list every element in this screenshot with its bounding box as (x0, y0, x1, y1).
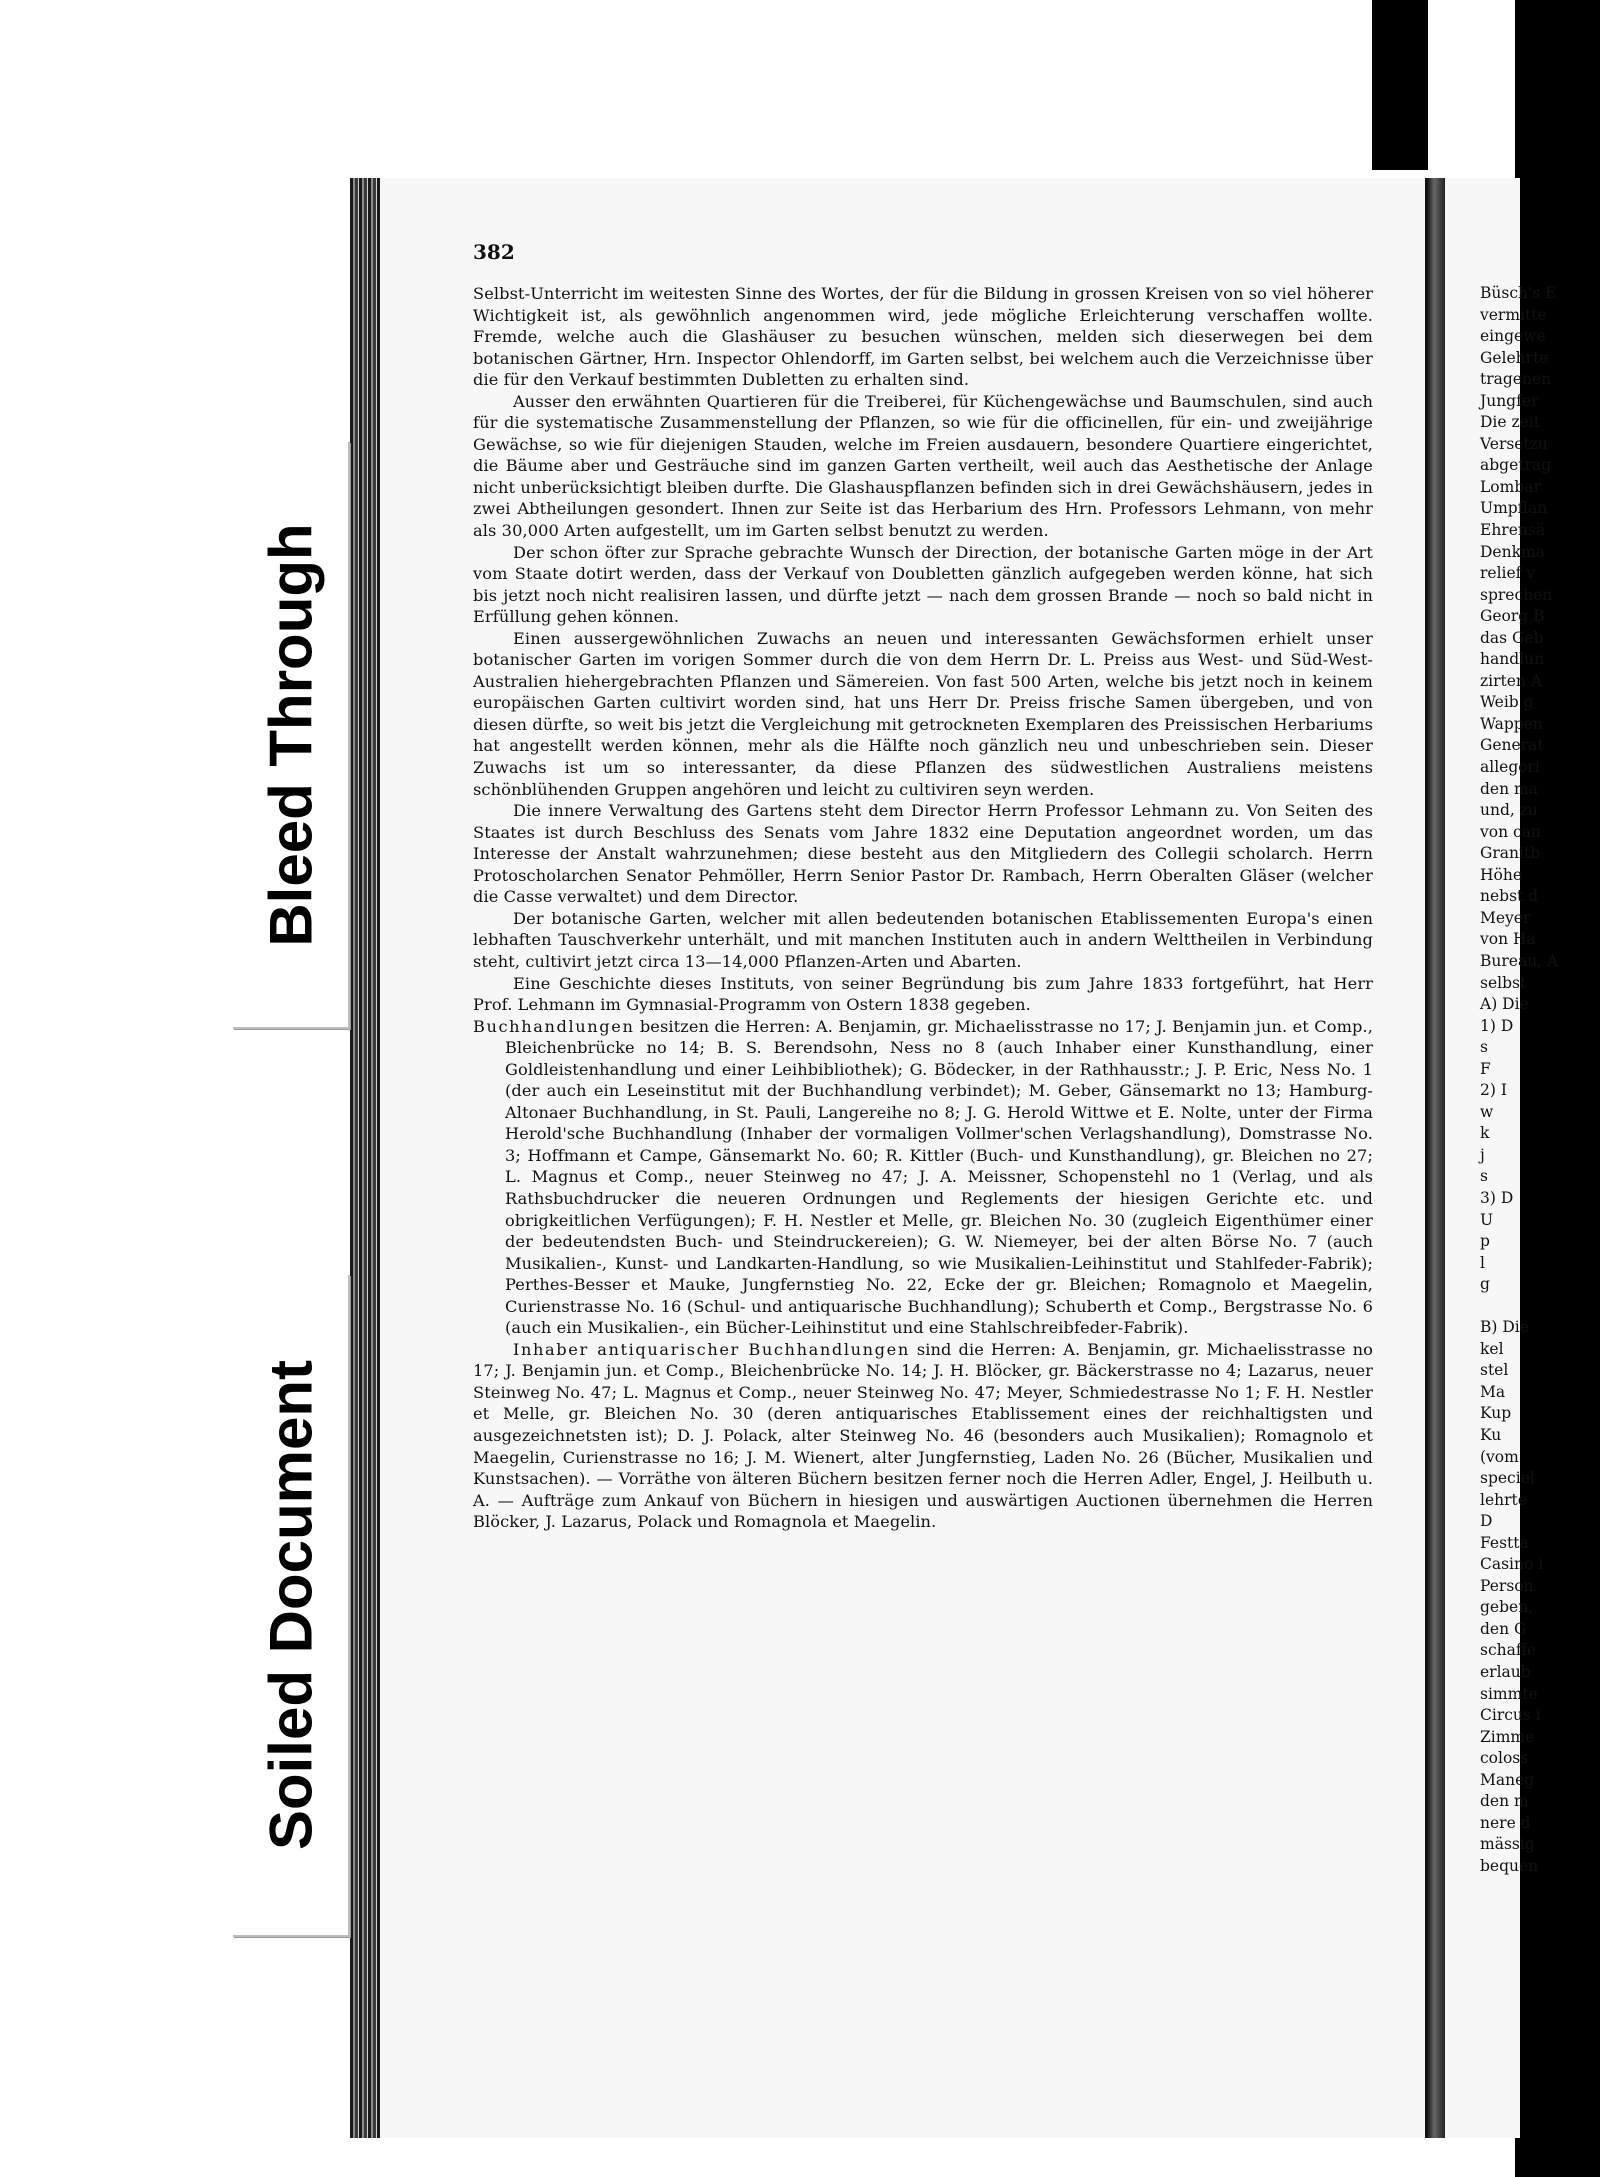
facing-page-line: Denkma (1480, 542, 1545, 561)
facing-page-line: Höhe (1480, 865, 1523, 884)
facing-page-line: Umpflan (1480, 499, 1548, 518)
paragraph: Eine Geschichte dieses Instituts, von seiner Begründung bis zum Jahre 1833 fortgeführt, hat Herr Prof. Lehmann im Gymnasial-Programm von Ostern 1838 gegeben. (473, 973, 1373, 1015)
facing-page-line: Wappen (1480, 714, 1543, 733)
paragraph: Der botanische Garten, welcher mit allen bedeutenden botanischen Etablissementen Europa's einen lebhaften Tauschverkehr unterhält, und mit manchen Instituten auch in andern Welttheilen in Verbindung steht, cultivirt jetzt circa 13—14,000 Pflanzen-Arten und Abarten. (473, 908, 1373, 971)
facing-page-line: Gelehrte (1480, 348, 1549, 367)
facing-page-line: Casino i (1480, 1555, 1544, 1574)
paragraph: Die innere Verwaltung des Gartens steht dem Director Herrn Professor Lehmann zu. Von Seiten des Staates ist durch Beschluss des Senats vom Jahre 1832 eine Deputation angeordnet worden, um das Interesse der Anstalt wahrzunehmen; diese besteht aus den Mitgliedern des Collegii scholarch. Herrn Protoscholarchen Senator Pehmöller, Herrn Senior Pastor Dr. Rambach, Herrn Oberalten Gläser (welcher die Casse verwaltet) und dem Director. (473, 801, 1373, 907)
facing-page-line: eingewe (1480, 327, 1546, 346)
facing-page-line: Meyer (1480, 908, 1531, 927)
facing-page-line: Person (1480, 1576, 1534, 1595)
facing-page-line: Ku (1480, 1425, 1502, 1444)
facing-page-line: coloss (1480, 1749, 1529, 1768)
facing-page-line: abgetrag (1480, 456, 1552, 475)
book-spine-edge (350, 178, 382, 2138)
facing-page-line: zirten A (1480, 671, 1543, 690)
page-text (473, 283, 1373, 2043)
facing-page-line: Festta (1480, 1533, 1529, 1552)
facing-page-line: l (1480, 1253, 1485, 1272)
facing-page-line: s (1480, 1167, 1488, 1186)
paragraph: Einen aussergewöhnlichen Zuwachs an neuen und interessanten Gewächsformen erhielt unser botanischer Garten im vorigen Sommer durch die von dem Herrn Dr. L. Preiss aus West- und Süd-West-Australien hiehergebrachten Pflanzen und Sämereien. Von fast 500 Arten, welche bis jetzt noch in keinem europäischen Garten cultivirt worden sind, hat uns Herr Dr. Preiss frische Samen übergeben, und von diesen dürfte, so weit bis jetzt die Vergleichung mit getrockneten Exemplaren des Preissischen Herbariums hat angestellt werden können, mehr als die Hälfte noch gänzlich neu und unbeschrieben sein. Dieser Zuwachs ist um so interessanter, da diese Pflanzen des südwestlichen Australiens meistens schönblühenden Gruppen angehören und leicht zu cultiviren seyn werden. (473, 628, 1373, 799)
facing-page-line: 2) I (1480, 1081, 1507, 1100)
facing-page-line: simmte (1480, 1684, 1538, 1703)
facing-page-line: Generat (1480, 736, 1544, 755)
facing-page-line: nebst d (1480, 887, 1539, 906)
entry-antiquarisch (473, 1339, 1373, 1533)
facing-page-line: Circus i (1480, 1706, 1541, 1725)
facing-page-line: Zimme (1480, 1727, 1535, 1746)
facing-page-line: w (1480, 1102, 1494, 1121)
facing-page-line: s (1480, 1038, 1488, 1057)
facing-page-line: lehrte (1480, 1490, 1527, 1509)
paragraph: Der schon öfter zur Sprache gebrachte Wunsch der Direction, der botanische Garten möge in der Art vom Staate dotirt werden, dass der Verkauf von Doubletten gänzlich aufgegeben werden könne, hat sich bis jetzt noch nicht realisiren lassen, und dürfte jetzt — nach dem grossen Brande — noch so bald nicht in Erfüllung gehen können. (473, 542, 1373, 627)
facing-page-line: U (1480, 1210, 1494, 1229)
facing-page-line: kel (1480, 1339, 1504, 1358)
facing-page-line: stel (1480, 1361, 1509, 1380)
facing-page-line: A) Die (1480, 995, 1529, 1014)
facing-page-line: von Ha (1480, 930, 1536, 949)
facing-page-line: Ma (1480, 1382, 1506, 1401)
facing-page-line: allegori (1480, 758, 1540, 777)
facing-page-line: erlaub (1480, 1663, 1531, 1681)
soiled-document-label-card (233, 1275, 350, 1937)
facing-page-line: handlun (1480, 650, 1545, 669)
paragraph: Ausser den erwähnten Quartieren für die Treiberei, für Küchengewächse und Baumschulen, sind auch für die systematische Zusammenstellung der Pflanzen, so wie für die officinellen, für ein- und zweijährige Gewächse, so wie für diejenigen Stauden, welche im Freien ausdauern, besondere Quartiere eingerichtet, die Bäume aber und Gesträuche sind im ganzen Garten vertheilt, weil auch das Aesthetische der Anlage nicht unberücksichtigt bleiben durfte. Die Glashauspflanzen befinden sich in drei Gewächshäusern, jedes in zwei Abtheilungen gesondert. Ihnen zur Seite ist das Herbarium des Hrn. Professors Lehmann, von mehr als 30,000 Arten aufgestellt, um im Garten selbst benutzt zu werden. (473, 391, 1373, 541)
facing-page-line: Kup (1480, 1404, 1512, 1423)
facing-page-line: F (1480, 1059, 1491, 1078)
facing-page-line: tragenen (1480, 370, 1552, 389)
facing-page-line: k (1480, 1124, 1490, 1143)
scanner-black-bar-top (1372, 0, 1428, 170)
facing-page-line: das Geb (1480, 628, 1544, 647)
facing-page-line: relief v (1480, 564, 1536, 583)
facing-page-line: 3) D (1480, 1188, 1514, 1207)
bleed-through-label-card (233, 442, 350, 1029)
facing-page-line: selbst (1480, 973, 1527, 992)
soiled-document-label: Soiled Document (257, 1359, 324, 1851)
facing-page-line: mässig (1480, 1835, 1535, 1854)
facing-page-line: den ma (1480, 779, 1538, 798)
facing-page-line: von can (1480, 822, 1541, 841)
facing-page-line: g (1480, 1275, 1490, 1294)
facing-page-line: Granitb (1480, 844, 1541, 863)
facing-page-line: bequen (1480, 1856, 1539, 1875)
facing-page-line: schaffe (1480, 1641, 1537, 1660)
entry-buchhandlungen (473, 1016, 1373, 1339)
entry-heading: Buchhandlungen (473, 1016, 635, 1036)
page-number: 382 (473, 240, 515, 264)
facing-page-line: B) Die (1480, 1318, 1529, 1337)
facing-page-line: Versetzu (1480, 434, 1548, 453)
paragraph: Selbst-Unterricht im weitesten Sinne des Wortes, der für die Bildung in grossen Kreisen von so viel höherer Wichtigkeit ist, als gewöhnlich angenommen wird, jede mögliche Erleichterung verschaffen wollte. Fremde, welche auch die Glashäuser zu besuchen wünschen, melden sich dieserwegen bei dem botanischen Gärtner, Hrn. Inspector Ohlendorff, im Garten selbst, bei welchem auch die Verzeichnisse über die für den Verkauf bestimmten Dubletten zu erhalten sind. (473, 284, 1373, 390)
entry-heading: Inhaber antiquarischer Buchhandlungen (513, 1339, 910, 1359)
facing-page-line: 1) D (1480, 1016, 1514, 1035)
facing-page-line: sprechen (1480, 585, 1553, 604)
facing-page-line: speciel (1480, 1469, 1535, 1488)
facing-page-line: Georg B (1480, 607, 1545, 626)
facing-page-line: Maneg (1480, 1770, 1535, 1789)
facing-page-line: Bureau, A (1480, 951, 1559, 970)
facing-page-line: j (1480, 1145, 1485, 1164)
facing-page-line: (vom (1480, 1447, 1519, 1466)
facing-page-line: Ehrensä (1480, 521, 1546, 540)
facing-page-line: und, zu (1480, 801, 1538, 820)
facing-page-line: Weib g (1480, 693, 1534, 712)
facing-page-line: den G (1480, 1619, 1527, 1638)
facing-page-line: nere d (1480, 1813, 1531, 1832)
facing-page-line: Die zeit (1480, 413, 1541, 432)
book-gutter (1427, 178, 1445, 2138)
facing-page-line: vermitte (1480, 305, 1547, 324)
facing-page-line: geben, (1480, 1598, 1534, 1617)
bleed-through-label: Bleed Through (257, 522, 324, 947)
entry-text: besitzen die Herren: A. Benjamin, gr. Michaelisstrasse no 17; J. Benjamin jun. et Comp., Bleichenbrücke no 14; B. S. Berendsohn, Ness no 8 (auch Inhaber einer Kunsthandlung, einer Goldleistenhandlung und einer Leihbibliothek); G. Bödecker, in der Rathhausstr.; J. P. Eric, Ness No. 1 (der auch ein Leseinstitut mit der Buchhandlung verbindet); M. Geber, Gänsemarkt no 13; Hamburg-Altonaer Buchhandlung, in St. Pauli, Langereihe no 8; J. G. Herold Wittwe et E. Nolte, unter der Firma Herold'sche Buchhandlung (Inhaber der vormaligen Vollmer'schen Verlagshandlung), Domstrasse No. 3; Hoffmann et Campe, Gänsemarkt No. 60; R. Kittler (Buch- und Kunsthandlung), gr. Bleichen no 27; L. Magnus et Comp., neuer Steinweg no 47; J. A. Meissner, Schopenstehl no 1 (Verlag, und als Rathsbuchdrucker die neueren Ordnungen und Reglements der hiesigen Gerichte etc. und obrigkeitlichen Verfügungen); F. H. Nestler et Melle, gr. Bleichen No. 30 (zugleich Eigenthümer einer der bedeutendsten Buch- und Steindruckereien); G. W. Niemeyer, bei der alten Börse No. 7 (auch Musikalien-, Kunst- und Landkarten-Handlung, so wie Musikalien-Leihinstitut und Stahlfeder-Fabrik); Perthes-Besser et Mauke, Jungfernstieg No. 22, Ecke der gr. Bleichen; Romagnolo et Maegelin, Curienstrasse No. 16 (Schul- und antiquarische Buchhandlung); Schuberth et Comp., Bergstrasse No. 6 (auch ein Musikalien-, ein Bücher-Leihinstitut und eine Stahlschreibfeder-Fabrik). (505, 1016, 1373, 1338)
facing-page-line: Jungfer (1480, 391, 1539, 410)
facing-page-line: p (1480, 1232, 1490, 1251)
facing-page-fragments (1480, 283, 1559, 1877)
facing-page-line: Lombar (1480, 477, 1541, 496)
facing-page-line: den m (1480, 1792, 1529, 1811)
facing-page-line: Büsch's E (1480, 284, 1557, 302)
facing-page-line (1480, 1296, 1550, 1318)
entry-text: sind die Herren: A. Benjamin, gr. Michaelisstrasse no 17; J. Benjamin jun. et Comp., Bleichenbrücke No. 14; J. H. Blöcker, gr. Bäckerstrasse no 4; Lazarus, neuer Steinweg No. 47; L. Magnus et Comp., neuer Steinweg No. 47; Meyer, Schmiedestrasse No 1; F. H. Nestler et Melle, gr. Bleichen No. 30 (deren antiquarisches Etablissement eines der reichhaltigsten und ausgezeichnetsten ist); D. J. Polack, alter Steinweg No. 46 (besonders auch Musikalien); Romagnolo et Maegelin, Curienstrasse no 16; J. M. Wienert, alter Jungfernstieg, Laden No. 26 (Bücher, Musikalien und Kunstsachen). — Vorräthe von älteren Büchern besitzen ferner noch die Herren Adler, Engel, J. Heilbuth u. A. — Aufträge zum Ankauf von Büchern in hiesigen und auswärtigen Auctionen übernehmen die Herren Blöcker, J. Lazarus, Polack und Romagnola et Maegelin. (473, 1339, 1373, 1532)
facing-page-line: D (1480, 1512, 1493, 1531)
